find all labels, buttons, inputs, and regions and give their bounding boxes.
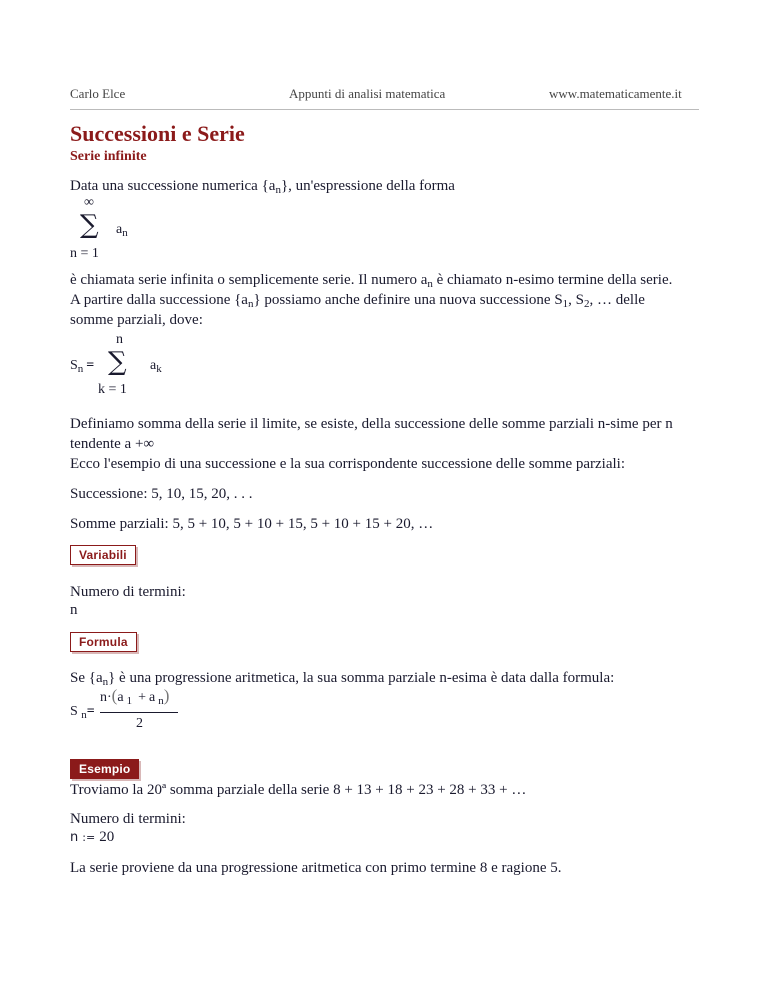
formula3-lhs-sub: n	[81, 709, 87, 721]
formula1-lower: n = 1	[70, 246, 99, 261]
header-subject: Appunti di analisi matematica	[289, 86, 446, 101]
formula2-term-a: a	[150, 358, 157, 373]
formula1-upper: ∞	[84, 195, 94, 210]
formula-intro-line	[70, 670, 614, 687]
para2-sub: n	[427, 278, 433, 290]
para4-line1: Definiamo somma della serie il limite, se esiste, della successione delle somme parziali n-sime per n	[70, 416, 673, 432]
formula3-num-an: a	[148, 690, 156, 705]
para3-text-a: A partire dalla successione {a	[70, 292, 248, 308]
variabili-tag: Variabili	[70, 545, 136, 565]
para3-text-d: , … delle	[589, 292, 645, 308]
para4-line2: tendente a +∞	[70, 436, 155, 452]
formula-intro-a: Se {a	[70, 670, 103, 686]
formula3-lhs	[70, 704, 95, 720]
formula3-paren-open: (	[111, 686, 118, 705]
formula2-lhs-sub: n	[77, 363, 84, 375]
formula3-fraction-bar	[100, 712, 178, 713]
header-divider	[70, 109, 699, 110]
formula-tag: Formula	[70, 632, 137, 652]
formula-intro-sub: n	[102, 676, 109, 688]
assign-var: n	[70, 830, 79, 845]
formula-intro-b: } è una progressione aritmetica, la sua somma parziale n-esima è data dalla formula:	[108, 670, 615, 686]
formula3-lhs-s: S	[70, 704, 78, 719]
formula2-sigma: ∑	[108, 347, 127, 377]
para3-sub-1: 1	[562, 298, 569, 310]
assign-val: 20	[99, 829, 115, 845]
esempio-tag: Esempio	[70, 759, 139, 779]
para3-line1	[70, 292, 698, 309]
para2-text-a: è chiamata serie infinita o semplicemente serie. Il numero a	[70, 272, 428, 288]
para3-text-c: , S	[568, 292, 585, 308]
formula3-paren-close: )	[163, 686, 170, 705]
formula1-term-a: a	[116, 222, 123, 237]
formula2-term-sub: k	[156, 363, 162, 375]
intro-line	[70, 178, 455, 195]
formula3-num-an-sub: n	[158, 695, 164, 707]
para3-text-b: } possiamo anche definire una nuova successione S	[253, 292, 563, 308]
intro-text-a: Data una successione numerica {a	[70, 178, 276, 194]
formula3-num-n: n·	[100, 690, 112, 705]
example-label: Numero di termini:	[70, 811, 186, 827]
example-line1: Troviamo la 20ª somma parziale della serie 8 + 13 + 18 + 23 + 28 + 33 + …	[70, 782, 527, 798]
para2-line	[70, 272, 672, 289]
header-author: Carlo Elce	[70, 86, 126, 101]
example-assignment	[70, 828, 114, 846]
formula3-num-a1: a	[117, 690, 124, 705]
formula2-lower: k = 1	[98, 382, 127, 397]
intro-text-b: }, un'espressione della forma	[280, 178, 455, 194]
formula3-denominator: 2	[136, 716, 143, 731]
formula3-num-a1-sub: 1	[126, 695, 133, 707]
example-sequence: Successione: 5, 10, 15, 20, . . .	[70, 486, 253, 502]
formula2-eq: =	[86, 358, 95, 373]
assign-op: :=	[82, 831, 96, 844]
para3-sub-2: 2	[584, 298, 590, 310]
page-subtitle: Serie infinite	[70, 149, 147, 164]
intro-sub: n	[275, 184, 281, 196]
formula1-sigma: ∑	[80, 210, 99, 240]
variables-label: Numero di termini:	[70, 584, 186, 600]
example-line3: La serie proviene da una progressione aritmetica con primo termine 8 e ragione 5.	[70, 860, 562, 876]
para3-line2: somme parziali, dove:	[70, 312, 203, 328]
formula1-term	[116, 222, 128, 238]
para2-text-b: è chiamato n-esimo termine della serie.	[432, 272, 673, 288]
variables-value: n	[70, 602, 78, 618]
formula2-lhs-s: S	[70, 358, 78, 373]
formula3-num-plus: +	[138, 690, 146, 705]
formula1-term-sub: n	[122, 227, 128, 239]
example-partial-sums: Somme parziali: 5, 5 + 10, 5 + 10 + 15, 5 + 10 + 15 + 20, …	[70, 516, 434, 532]
formula3-eq: =	[86, 704, 95, 719]
header-website[interactable]: www.matematicamente.it	[549, 86, 682, 101]
para4-line3: Ecco l'esempio di una successione e la sua corrispondente successione delle somme parziali:	[70, 456, 626, 472]
formula2-lhs	[70, 358, 94, 374]
formula3-numerator	[100, 686, 169, 706]
formula2-upper: n	[116, 332, 123, 347]
para3-sub-n: n	[247, 298, 254, 310]
page-title: Successioni e Serie	[70, 121, 245, 146]
formula2-term	[150, 358, 162, 374]
